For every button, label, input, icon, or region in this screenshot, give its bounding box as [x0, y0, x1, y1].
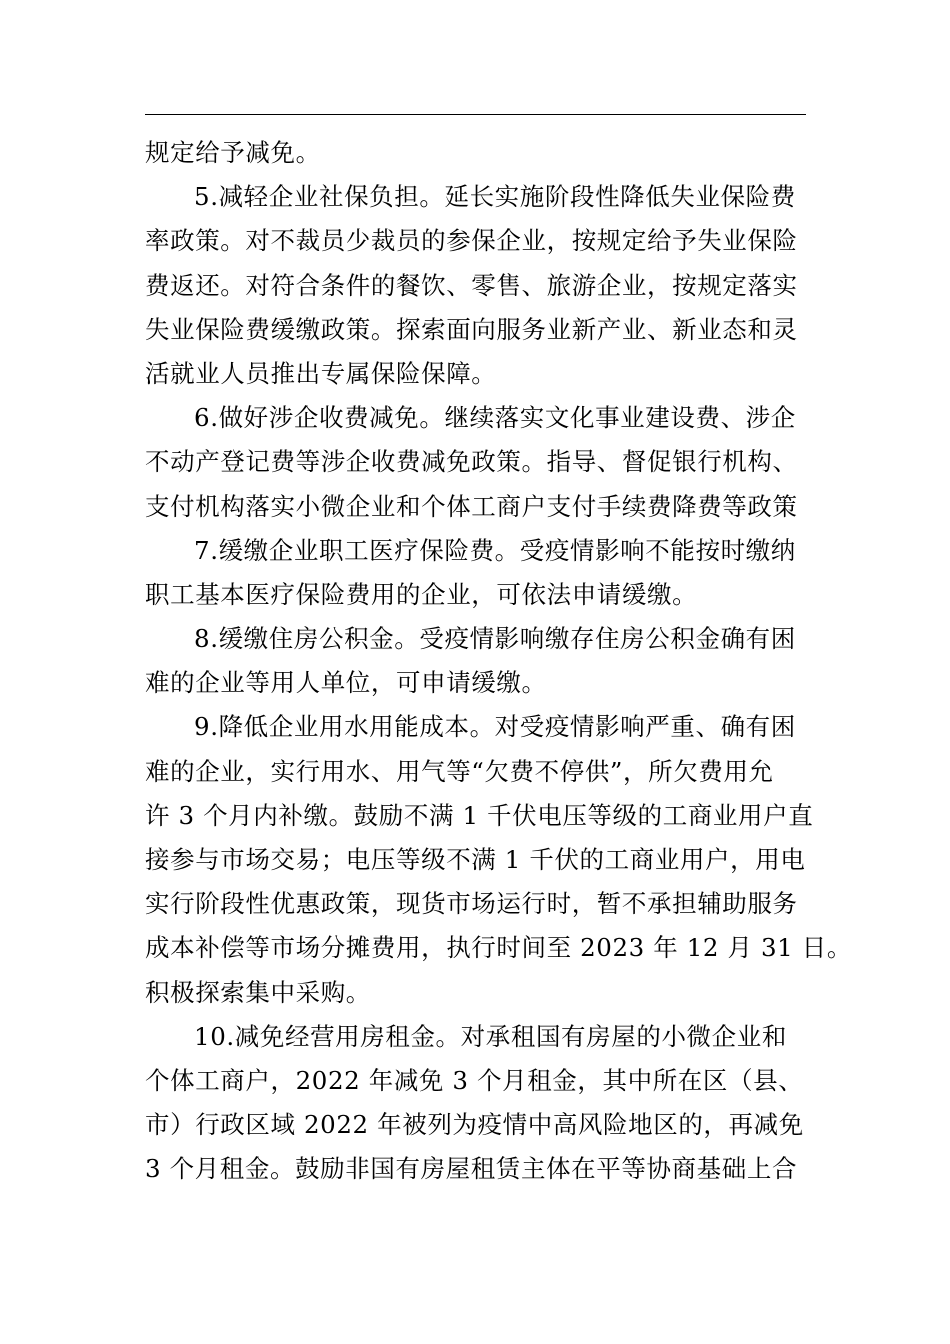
text-line: 许 3 个月内补缴。鼓励不满 1 千伏电压等级的工商业用户直 [145, 800, 814, 830]
text-line: 实行阶段性优惠政策，现货市场运行时，暂不承担辅助服务 [145, 889, 798, 919]
text-line: 率政策。对不裁员少裁员的参保企业，按规定给予失业保险 [145, 226, 798, 256]
text-line: 规定给予减免。 [145, 138, 321, 167]
text-line: 市）行政区域 2022 年被列为疫情中高风险地区的，再减免 [145, 1110, 804, 1140]
text-line: 8.缓缴住房公积金。受疫情影响缴存住房公积金确有困 [194, 624, 796, 654]
text-line: 难的企业，实行用水、用气等“欠费不停供”，所欠费用允 [145, 756, 774, 786]
text-line: 活就业人员推出专属保险保障。 [145, 358, 497, 388]
header-rule [145, 114, 806, 115]
text-line: 个体工商户，2022 年减免 3 个月租金，其中所在区（县、 [145, 1065, 804, 1095]
text-line: 成本补偿等市场分摊费用，执行时间至 2023 年 12 月 31 日。 [145, 933, 852, 963]
text-line: 职工基本医疗保险费用的企业，可依法申请缓缴。 [145, 579, 698, 609]
text-line: 失业保险费缓缴政策。探索面向服务业新产业、新业态和灵 [145, 314, 798, 344]
text-line: 不动产登记费等涉企收费减免政策。指导、督促银行机构、 [145, 447, 798, 477]
document-body [145, 131, 852, 1192]
text-line: 费返还。对符合条件的餐饮、零售、旅游企业，按规定落实 [145, 270, 798, 300]
text-line: 难的企业等用人单位，可申请缓缴。 [145, 668, 547, 698]
text-line: 3 个月租金。鼓励非国有房屋租赁主体在平等协商基础上合 [145, 1154, 798, 1184]
text-line: 接参与市场交易；电压等级不满 1 千伏的工商业用户，用电 [145, 845, 806, 874]
text-line: 积极探索集中采购。 [145, 977, 371, 1007]
text-line: 9.降低企业用水用能成本。对受疫情影响严重、确有困 [194, 712, 796, 742]
text-line: 6.做好涉企收费减免。继续落实文化事业建设费、涉企 [194, 403, 796, 433]
text-line: 10.减免经营用房租金。对承租国有房屋的小微企业和 [194, 1021, 787, 1051]
text-line: 7.缓缴企业职工医疗保险费。受疫情影响不能按时缴纳 [194, 535, 796, 565]
text-line: 5.减轻企业社保负担。延长实施阶段性降低失业保险费 [194, 182, 796, 212]
text-line: 支付机构落实小微企业和个体工商户支付手续费降费等政策 [145, 491, 798, 521]
